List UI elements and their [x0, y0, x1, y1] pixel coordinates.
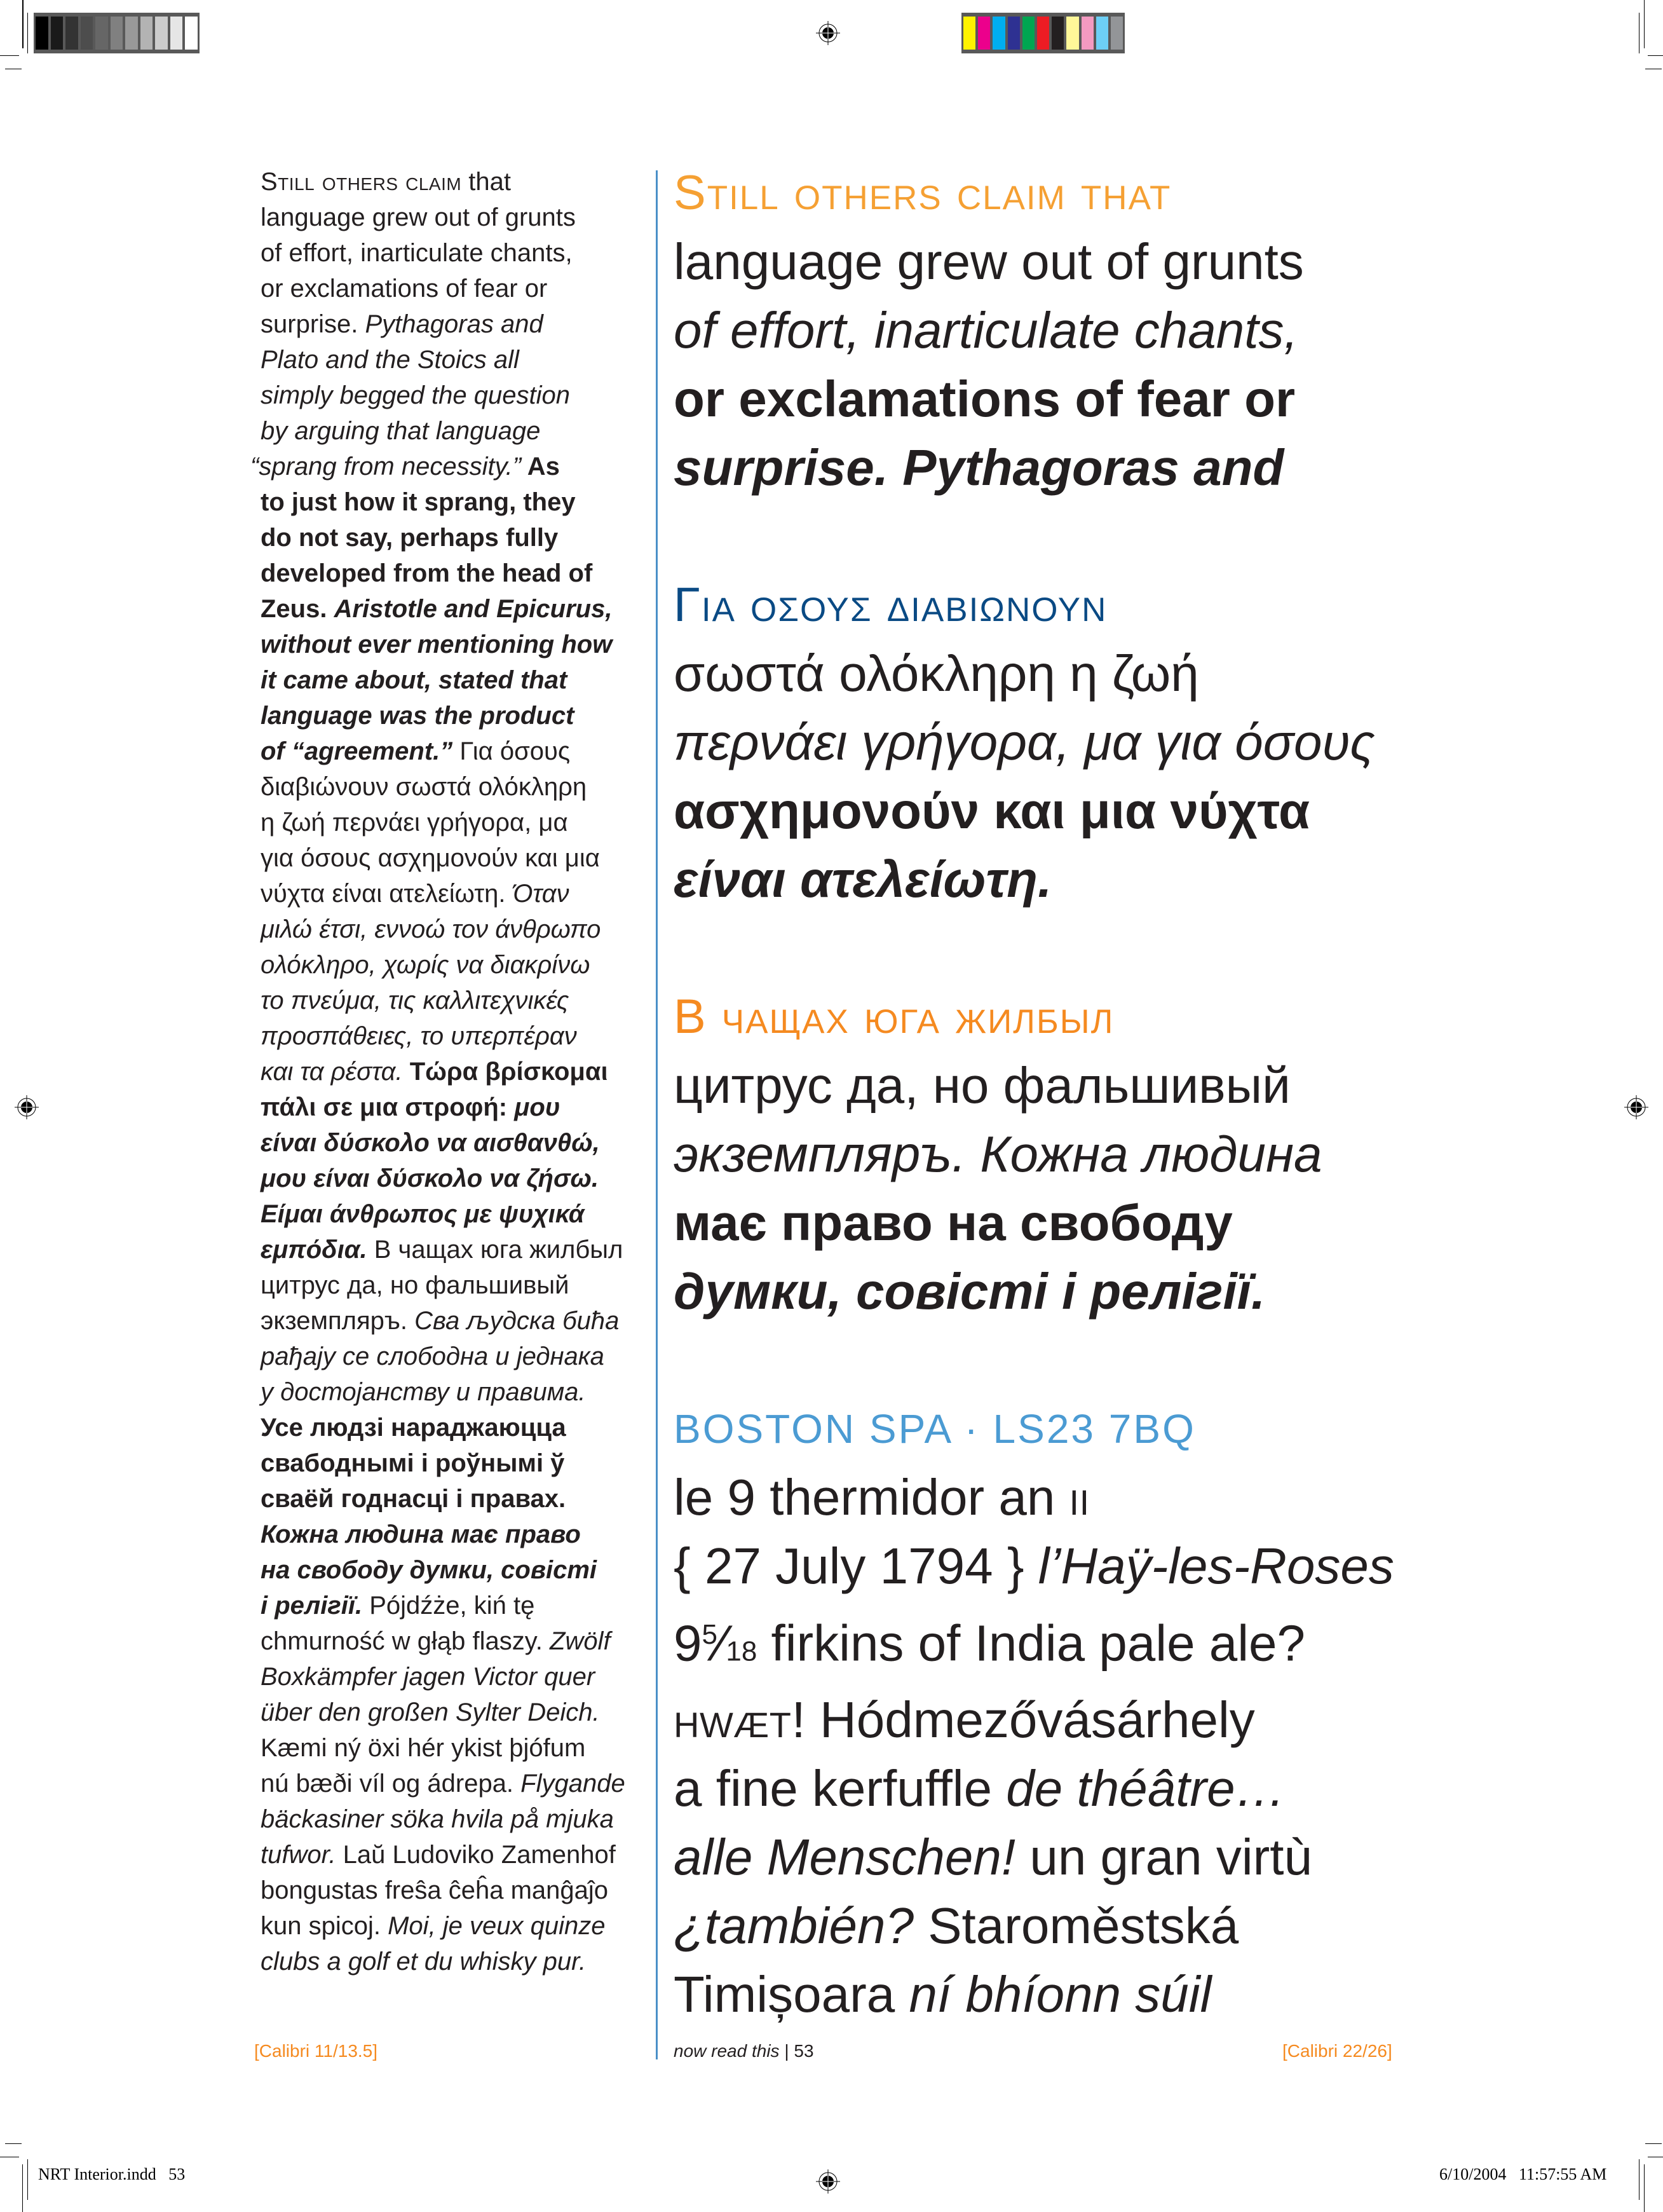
text-run: думки, совісті і релігії.: [674, 1263, 1266, 1320]
text-run: Flygande: [520, 1770, 625, 1798]
text-run: Still others claim: [261, 168, 462, 196]
color-swatch: [1066, 17, 1078, 50]
color-swatch: [65, 17, 78, 50]
text-line: [261, 627, 642, 662]
text-run: Είμαι άνθρωπος με ψυχικά: [261, 1200, 585, 1228]
text-line: [261, 591, 642, 627]
color-swatch: [51, 17, 64, 50]
text-line: [261, 769, 642, 805]
text-run: of effort, inarticulate chants,: [674, 302, 1298, 358]
text-line: [674, 1960, 1436, 2029]
text-run: περνάει γρήγορα, μα για όσους: [674, 714, 1375, 770]
page-number: 53: [794, 2041, 814, 2061]
text-run: language grew out of grunts: [261, 203, 576, 231]
text-line: [261, 947, 642, 983]
text-line: [261, 1374, 642, 1410]
text-run: Pythagoras and: [365, 310, 543, 338]
text-line: [261, 1196, 642, 1232]
text-line: [261, 1623, 642, 1659]
text-line: [674, 639, 1436, 708]
text-run: και τα ρέστα.: [261, 1058, 410, 1086]
text-run: über den großen Sylter Deich.: [261, 1698, 600, 1726]
text-run: рађају се слободна и једнака: [261, 1342, 604, 1370]
text-run: Τώρα βρίσκομαι: [409, 1058, 608, 1086]
text-line: [261, 1801, 642, 1837]
text-line: [674, 228, 1436, 296]
text-line: [674, 1120, 1436, 1189]
text-line: [261, 1730, 642, 1766]
text-line: [261, 520, 642, 556]
text-run: that: [461, 168, 512, 196]
text-run: chmurność w głąb flaszy.: [261, 1627, 550, 1655]
section-gap: [674, 914, 1436, 983]
section-gap: [674, 502, 1436, 571]
text-line: [261, 1766, 642, 1801]
text-run: tufwor.: [261, 1841, 336, 1869]
process-color-bar: [961, 13, 1125, 53]
text-run: nú bæði víl og ádrepa.: [261, 1770, 521, 1798]
text-line: [261, 1837, 642, 1873]
section-heading: Για οσους διαβιωνουν: [674, 578, 1108, 632]
crop-mark: [27, 13, 28, 53]
text-run: Усе людзі нараджаюцца: [261, 1414, 566, 1442]
text-run: ní bhíonn súil: [909, 1966, 1212, 2023]
text-run: экземпляръ. Кожна людина: [674, 1126, 1322, 1182]
color-swatch: [170, 17, 183, 50]
text-line: [261, 378, 642, 413]
text-run: surprise. Pythagoras and: [674, 439, 1284, 496]
text-run: Zeus.: [261, 595, 334, 623]
text-run: As: [521, 453, 560, 481]
crop-mark: [1645, 2143, 1662, 2144]
crop-mark: [5, 2143, 22, 2144]
text-run: 9: [674, 1615, 702, 1672]
text-run: of “agreement.”: [261, 737, 453, 765]
section-gap: [674, 1326, 1436, 1395]
text-run: le 9 thermidor an: [674, 1469, 1069, 1526]
text-run: bäckasiner söka hvila på mjuka: [261, 1805, 614, 1833]
color-swatch: [185, 17, 198, 50]
text-run: to just how it sprang, they: [261, 488, 576, 516]
color-swatch: [993, 17, 1005, 50]
text-line: [261, 1873, 642, 1908]
text-line: [674, 1257, 1436, 1326]
registration-mark-icon: [815, 20, 841, 46]
color-swatch: [95, 17, 108, 50]
registration-mark-icon: [1624, 1095, 1649, 1120]
text-run: hwæt: [674, 1691, 792, 1749]
crop-mark: [22, 0, 24, 48]
text-line: [261, 271, 642, 306]
color-swatch: [81, 17, 93, 50]
text-run: ii: [1069, 1469, 1090, 1526]
text-run: ολόκληρο, χωρίς να διακρίνω: [261, 951, 590, 979]
text-run: de théâtre…: [1006, 1760, 1286, 1817]
text-run: экземпляръ.: [261, 1307, 415, 1335]
text-line: [261, 342, 642, 378]
column-divider-rule: [656, 170, 658, 2059]
text-line: [261, 1445, 642, 1481]
text-line: [261, 1517, 642, 1552]
text-run: a fine kerfuffle: [674, 1760, 1007, 1817]
text-line: [261, 662, 642, 698]
text-run: Boxkämpfer jagen Victor quer: [261, 1663, 595, 1691]
text-line: [261, 1410, 642, 1445]
slug-timestamp: 6/10/2004 11:57:55 AM: [1439, 2165, 1607, 2183]
text-line: [261, 1552, 642, 1588]
text-line: [261, 1659, 642, 1695]
text-run: ¿también?: [674, 1897, 914, 1955]
crop-mark: [27, 2159, 28, 2200]
text-line: [261, 164, 642, 200]
text-run: має право на свободу: [674, 1194, 1233, 1251]
text-run: цитрус да, но фальшивый: [674, 1057, 1291, 1114]
text-run: Plato and the Stoics all: [261, 346, 519, 374]
color-swatch: [155, 17, 168, 50]
text-run: ⁄: [717, 1615, 726, 1672]
text-line: [674, 845, 1436, 914]
text-line: [261, 1944, 642, 1979]
text-run: το πνεύμα, τις καλλιτεχνικές: [261, 987, 569, 1014]
text-run: developed from the head of: [261, 559, 593, 587]
running-footer: [674, 2040, 814, 2062]
type-spec-label-left: [Calibri 11/13.5]: [254, 2041, 378, 2061]
color-swatch: [125, 17, 138, 50]
crop-mark: [22, 2164, 23, 2212]
text-line: [261, 805, 642, 840]
text-line: [261, 1267, 642, 1303]
text-run: είναι ατελείωτη.: [674, 851, 1052, 908]
text-run: simply begged the question: [261, 381, 570, 409]
text-line: [261, 1089, 642, 1125]
text-run: language grew out of grunts: [674, 233, 1304, 290]
text-run: μου: [514, 1093, 560, 1121]
text-line: [674, 365, 1436, 434]
text-run: у достојанству и правима.: [261, 1378, 586, 1406]
text-line: [261, 840, 642, 876]
text-run: firkins of India pale ale?: [757, 1615, 1306, 1672]
text-line: [261, 1339, 642, 1374]
text-line: [261, 1232, 642, 1267]
text-line: [674, 1532, 1436, 1601]
text-line: [674, 1463, 1436, 1532]
text-line: [261, 413, 642, 449]
text-run: 18: [726, 1635, 757, 1667]
text-line: [674, 1601, 1436, 1686]
text-run: Όταν: [512, 880, 569, 908]
text-line: [261, 734, 642, 769]
color-swatch: [1096, 17, 1108, 50]
text-run: clubs a golf et du whisky pur.: [261, 1948, 587, 1976]
text-run: цитрус да, но фальшивый: [261, 1271, 569, 1299]
text-line: [261, 200, 642, 235]
text-run: В чащах юга жилбыл: [367, 1236, 623, 1264]
text-line: [261, 698, 642, 734]
text-line: [674, 1892, 1436, 1960]
text-run: εμπόδια.: [261, 1236, 367, 1264]
text-run: bongustas freŝa ĉeĥa manĝaĵo: [261, 1876, 609, 1904]
color-swatch: [1022, 17, 1035, 50]
color-swatch: [1037, 17, 1049, 50]
text-run: un gran virtù: [1015, 1829, 1313, 1886]
text-line: [261, 983, 642, 1018]
text-run: για όσους ασχημονούν και μια: [261, 844, 600, 872]
section-heading: BOSTON SPA · LS23 7BQ: [674, 1406, 1196, 1452]
text-run: на свободу думки, совісті: [261, 1556, 597, 1584]
text-run: language was the product: [261, 702, 574, 730]
text-run: by arguing that language: [261, 417, 541, 445]
text-line: [261, 484, 642, 520]
text-run: είναι δύσκολο να αισθανθώ,: [261, 1129, 600, 1157]
text-run: it came about, stated that: [261, 666, 567, 694]
text-run: свабоднымі і роўнымі ў: [261, 1449, 565, 1477]
text-line: [261, 876, 642, 911]
text-run: Сва људска бића: [414, 1307, 620, 1335]
registration-mark-icon: [815, 2169, 841, 2194]
text-run: 5: [702, 1619, 717, 1650]
text-run: Pójdźże, kiń tę: [362, 1592, 535, 1620]
text-run: of effort, inarticulate chants,: [261, 239, 573, 267]
text-line: [674, 1051, 1436, 1120]
text-line: [674, 777, 1436, 845]
text-line: [674, 434, 1436, 502]
text-run: Staroměstská: [913, 1897, 1239, 1955]
text-line: [250, 449, 642, 484]
running-title: now read this: [674, 2041, 780, 2061]
text-run: προσπάθειες, το υπερπέραν: [261, 1022, 577, 1050]
text-run: do not say, perhaps fully: [261, 524, 559, 552]
text-line: [261, 1588, 642, 1623]
text-run: Kæmi ný öxi hér ykist þjófum: [261, 1734, 586, 1762]
display-text-column-22pt: [674, 159, 1436, 2029]
text-run: πάλι σε μια στροφή:: [261, 1093, 515, 1121]
slug-filename: NRT Interior.indd 53: [38, 2165, 186, 2183]
color-swatch: [1052, 17, 1064, 50]
text-run: or exclamations of fear or: [261, 275, 548, 303]
color-swatch: [1082, 17, 1094, 50]
text-run: l’Haÿ-les-Roses: [1038, 1538, 1394, 1594]
text-line: [674, 708, 1436, 777]
grayscale-color-bar: [34, 13, 200, 53]
section-heading: В чащах юга жилбыл: [674, 990, 1115, 1044]
text-run: διαβιώνουν σωστά ολόκληρη: [261, 773, 587, 801]
text-run: і релігії.: [261, 1592, 363, 1620]
color-swatch: [111, 17, 123, 50]
text-line: [261, 1018, 642, 1054]
text-run: Кожна людина має право: [261, 1520, 581, 1548]
text-line: [261, 911, 642, 947]
text-run: { 27 July 1794 }: [674, 1538, 1038, 1594]
text-line: [261, 235, 642, 271]
text-line: [261, 1125, 642, 1161]
text-run: σωστά ολόκληρη η ζωή: [674, 645, 1199, 702]
text-run: alle Menschen!: [674, 1829, 1016, 1886]
color-swatch: [1008, 17, 1020, 50]
text-run: without ever mentioning how: [261, 631, 613, 659]
text-run: ! Hódmezővásárhely: [791, 1691, 1255, 1749]
text-line: [261, 556, 642, 591]
crop-mark: [1648, 55, 1663, 56]
body-text-column-11pt: [250, 164, 642, 1979]
color-swatch: [963, 17, 975, 50]
text-run: ασχημονούν και μια νύχτα: [674, 782, 1310, 839]
text-line: [261, 1481, 642, 1517]
text-run: “sprang from necessity.”: [250, 453, 522, 481]
text-run: μου είναι δύσκολο να ζήσω.: [261, 1164, 599, 1192]
text-run: surprise.: [261, 310, 365, 338]
text-line: [261, 1908, 642, 1944]
text-run: Zwölf: [549, 1627, 611, 1655]
section-heading: Still others claim that: [674, 166, 1172, 220]
crop-mark: [0, 55, 19, 56]
text-run: Moi, je veux quinze: [388, 1912, 606, 1940]
color-swatch: [1111, 17, 1123, 50]
text-line: [261, 1695, 642, 1730]
color-swatch: [140, 17, 153, 50]
text-line: [261, 1303, 642, 1339]
text-run: η ζωή περνάει γρήγορα, μα: [261, 809, 568, 836]
text-run: Aristotle and Epicurus,: [334, 595, 613, 623]
text-run: or exclamations of fear or: [674, 371, 1296, 427]
crop-mark: [1644, 2164, 1645, 2212]
crop-mark: [1644, 0, 1645, 48]
text-line: [674, 1686, 1436, 1754]
text-run: Laŭ Ludoviko Zamenhof: [336, 1841, 616, 1869]
text-run: Timișoara: [674, 1966, 909, 2023]
text-line: [261, 1054, 642, 1089]
type-spec-label-right: [Calibri 22/26]: [1282, 2041, 1392, 2061]
text-run: сваёй годнасці і правах.: [261, 1485, 566, 1513]
text-run: kun spicoj.: [261, 1912, 388, 1940]
text-line: [261, 306, 642, 342]
text-line: [261, 1161, 642, 1196]
text-line: [674, 296, 1436, 365]
text-line: [674, 1189, 1436, 1257]
color-swatch: [36, 17, 48, 50]
text-run: Για όσους: [452, 737, 571, 765]
footer-separator: |: [784, 2041, 789, 2061]
text-line: [674, 1754, 1436, 1823]
text-run: μιλώ έτσι, εννοώ τον άνθρωπο: [261, 915, 601, 943]
text-run: νύχτα είναι ατελείωτη.: [261, 880, 513, 908]
text-line: [674, 1823, 1436, 1892]
color-swatch: [978, 17, 990, 50]
registration-mark-icon: [14, 1095, 39, 1120]
